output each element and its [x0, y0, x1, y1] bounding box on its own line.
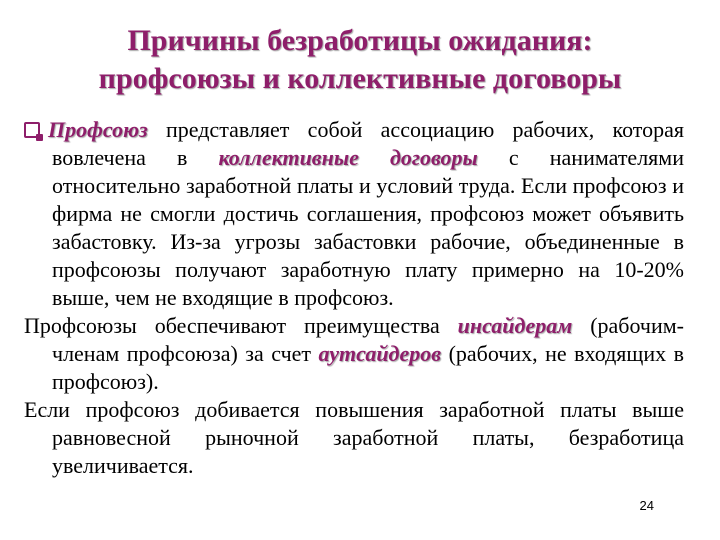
slide-body	[24, 116, 684, 480]
paragraph-text: Профсоюзы обеспечивают преимущества	[24, 313, 458, 338]
term-insiders: инсайдерам	[457, 313, 573, 338]
slide-title-line-1: Причины безработицы ожидания:	[127, 24, 593, 57]
paragraph-insiders	[24, 312, 684, 396]
slide-title	[0, 22, 720, 98]
page-number: 24	[639, 498, 654, 513]
paragraph-union-definition	[24, 116, 684, 312]
paragraph-unemployment	[24, 396, 684, 480]
slide-title-line-2: профсоюзы и коллективные договоры	[98, 62, 622, 95]
paragraph-text: представляет собой ассоциацию рабочих, которая вовлечена в	[52, 117, 684, 170]
term-union: Профсоюз	[48, 117, 148, 142]
term-collective-agreements: коллективные договоры	[218, 145, 478, 170]
term-outsiders: аутсайдеров	[318, 341, 442, 366]
paragraph-text: с нанимателями относительно заработной платы и условий труда. Если профсоюз и фирма не смогли достичь соглашения, профсоюз может объявить забастовку. Из-за угрозы забастовки рабочие, объединенные в профсоюзы получают заработную плату примерно на 10-20% выше, чем не входящие в профсоюз.	[52, 145, 684, 310]
checkbox-bullet-icon	[24, 122, 40, 138]
paragraph-text: (рабочим-членам профсоюза) за счет	[52, 313, 684, 366]
paragraph-text: Если профсоюз добивается повышения заработной платы выше равновесной рыночной заработной платы, безработица увеличивается.	[24, 397, 684, 478]
paragraph-text: (рабочих, не входящих в профсоюз).	[52, 341, 685, 394]
